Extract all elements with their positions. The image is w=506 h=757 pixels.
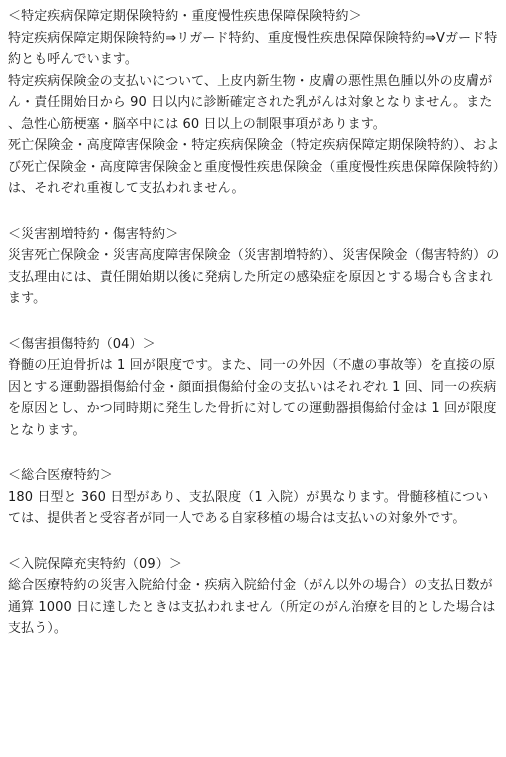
section-general-medical (8, 465, 500, 530)
section-disaster-injury (8, 224, 500, 310)
section-paragraph: 特定疾病保険金の支払いについて、上皮内新生物・皮膚の悪性黒色腫以外の皮膚がん・責任開始日から 90 日以内に診断確定された乳がんは対象となりません。また、急性心筋梗塞・脳卒中には 60 日以上の制限事項があります。 (8, 73, 493, 132)
section-heading: ＜傷害損傷特約（04）＞ (8, 336, 156, 352)
section-heading: ＜入院保障充実特約（09）＞ (8, 556, 182, 572)
section-paragraph: 180 日型と 360 日型があり、支払限度（1 入院）が異なります。骨髄移植については、提供者と受容者が同一人である自家移植の場合は支払いの対象外です。 (8, 489, 489, 526)
section-heading: ＜災害割増特約・傷害特約＞ (8, 226, 179, 242)
section-heading: ＜総合医療特約＞ (8, 468, 113, 483)
section-paragraph: 死亡保険金・高度障害保険金・特定疾病保険金（特定疾病保障定期保険特約）、および死亡保険金・高度障害保険金と重度慢性疾患保険金（重度慢性疾患保障保険特約）は、それぞれ重複して支払われません。 (8, 138, 500, 196)
section-injury-damage (8, 334, 500, 442)
section-heading: ＜特定疾病保障定期保険特約・重度慢性疾患保障保険特約＞ (8, 9, 362, 24)
section-specified-disease (8, 6, 500, 200)
section-paragraph: 特定疾病保障定期保険特約⇒リガード特約、重度慢性疾患保障保険特約⇒Vガード特約とも呼んでいます。 (8, 30, 498, 67)
section-paragraph: 災害死亡保険金・災害高度障害保険金（災害割増特約）、災害保険金（傷害特約）の支払理由には、責任開始期以後に発病した所定の感染症を原因とする場合も含まれます。 (8, 248, 500, 306)
section-paragraph: 脊髄の圧迫骨折は 1 回が限度です。また、同一の外因（不慮の事故等）を直接の原因とする運動器損傷給付金・顔面損傷給付金の支払いはそれぞれ 1 回、同一の疾病を原因とし、かつ同時期に発生した骨折に対しての運動器損傷給付金は 1 回が限度となります。 (8, 358, 497, 438)
section-paragraph: 総合医療特約の災害入院給付金・疾病入院給付金（がん以外の場合）の支払日数が通算 1000 日に達したときは支払われません（所定のがん治療を目的とした場合は支払う）。 (8, 578, 496, 636)
section-hospitalization (8, 554, 500, 640)
